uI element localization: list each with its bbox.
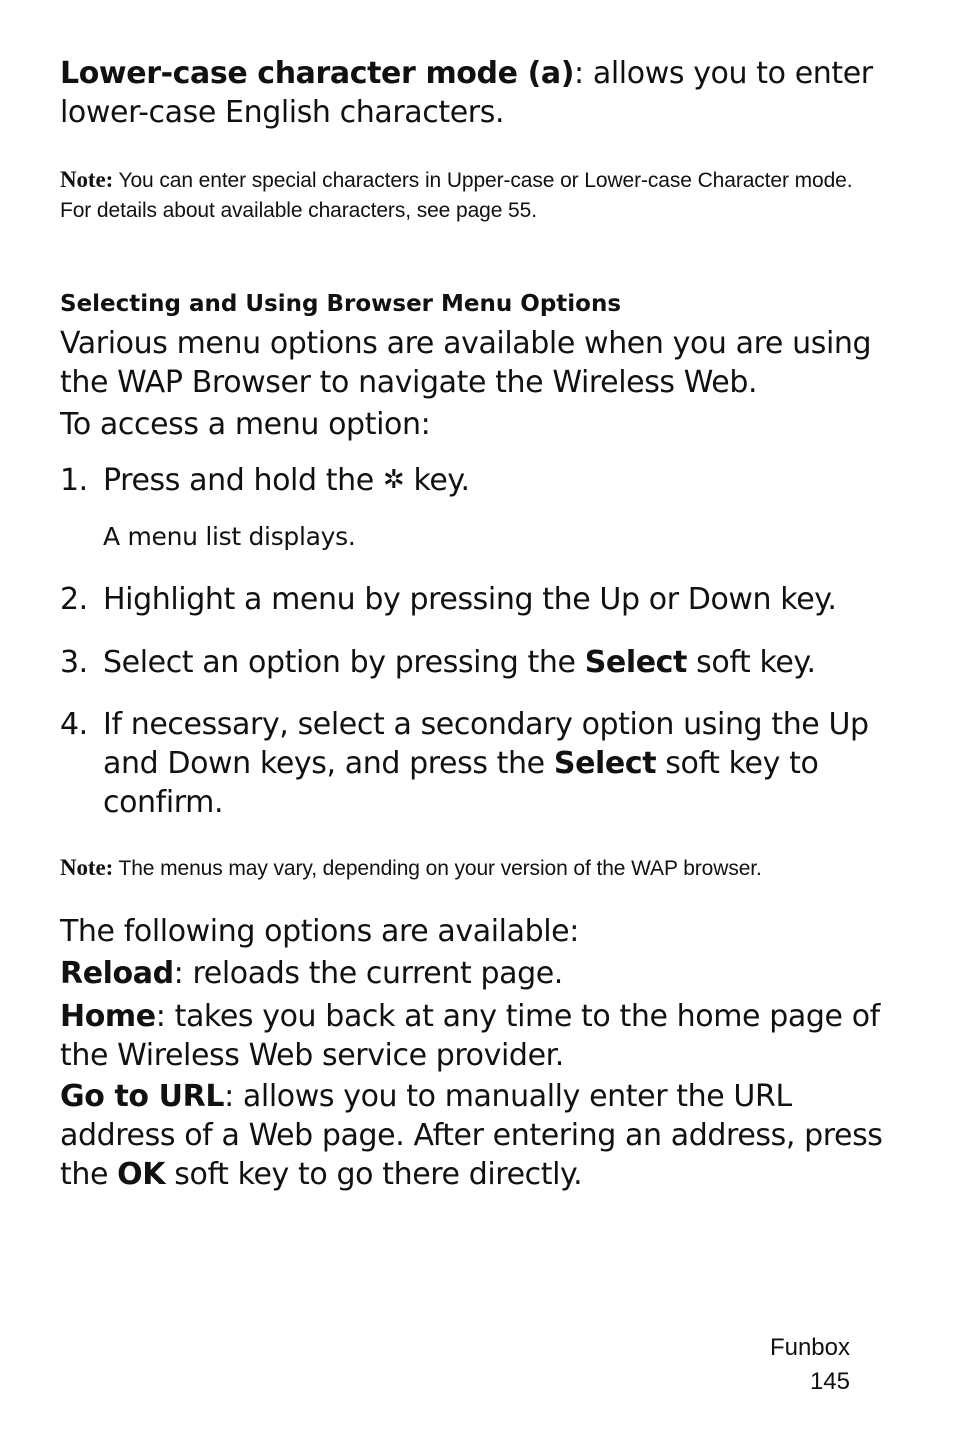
step-number: 4. bbox=[60, 707, 88, 742]
note-1 bbox=[60, 165, 884, 226]
footer bbox=[770, 1331, 850, 1399]
select-key-label: Select bbox=[553, 746, 657, 781]
option-reload bbox=[60, 954, 884, 993]
step-number: 3. bbox=[60, 645, 88, 680]
term-lowercase-mode: Lower-case character mode (a) bbox=[60, 56, 575, 91]
option-desc: : takes you back at any time to the home page of the Wireless Web service provider. bbox=[60, 999, 880, 1073]
note-label: Note: bbox=[60, 855, 114, 880]
step-result-text: A menu list displays. bbox=[103, 522, 356, 551]
option-term: Reload bbox=[60, 956, 174, 991]
step-number: 2. bbox=[60, 582, 88, 617]
step-1-result bbox=[60, 521, 884, 553]
step-2 bbox=[60, 580, 884, 619]
access-instruction: To access a menu option: bbox=[60, 407, 431, 442]
step-4 bbox=[60, 705, 884, 822]
section-paragraph: Various menu options are available when you are using the WAP Browser to navigate the Wireless Web. bbox=[60, 326, 872, 400]
note-text: You can enter special characters in Upper-case or Lower-case Character mode. For details about available characters, see page 55. bbox=[60, 169, 853, 222]
page-number: 145 bbox=[809, 1368, 850, 1395]
option-desc: : allows you to manually enter the URL address of a Web page. After entering an address, press the bbox=[60, 1079, 883, 1192]
option-term: Go to URL bbox=[60, 1079, 225, 1114]
option-home bbox=[60, 997, 884, 1075]
section-heading: Selecting and Using Browser Menu Options bbox=[60, 291, 622, 317]
asterisk-key-icon: ✲ bbox=[382, 465, 405, 495]
option-term: Home bbox=[60, 999, 156, 1034]
intro-paragraph bbox=[60, 54, 884, 132]
option-desc-end: soft key to go there directly. bbox=[165, 1157, 583, 1192]
step-number: 1. bbox=[60, 463, 88, 498]
step-text: soft key to confirm. bbox=[103, 746, 819, 820]
step-text: If necessary, select a secondary option using the Up and Down keys, and press the bbox=[103, 707, 869, 781]
option-desc: : reloads the current page. bbox=[173, 956, 563, 991]
select-key-label: Select bbox=[584, 645, 687, 680]
options-intro: The following options are available: bbox=[60, 914, 579, 949]
note-text: The menus may vary, depending on your version of the WAP browser. bbox=[118, 857, 762, 880]
intro-desc: : allows you to enter lower-case English characters. bbox=[60, 56, 873, 130]
step-text: soft key. bbox=[687, 645, 816, 680]
step-text: Press and hold the bbox=[103, 463, 383, 498]
footer-section-name: Funbox bbox=[769, 1334, 850, 1361]
step-1 bbox=[60, 461, 884, 500]
step-text: Select an option by pressing the bbox=[103, 645, 585, 680]
note-label: Note: bbox=[60, 167, 114, 192]
step-text: Highlight a menu by pressing the Up or Down key. bbox=[103, 582, 837, 617]
ok-key-label: OK bbox=[117, 1157, 166, 1192]
note-2 bbox=[60, 853, 884, 884]
step-3 bbox=[60, 643, 884, 682]
option-go-to-url bbox=[60, 1077, 884, 1194]
step-text: key. bbox=[404, 463, 470, 498]
